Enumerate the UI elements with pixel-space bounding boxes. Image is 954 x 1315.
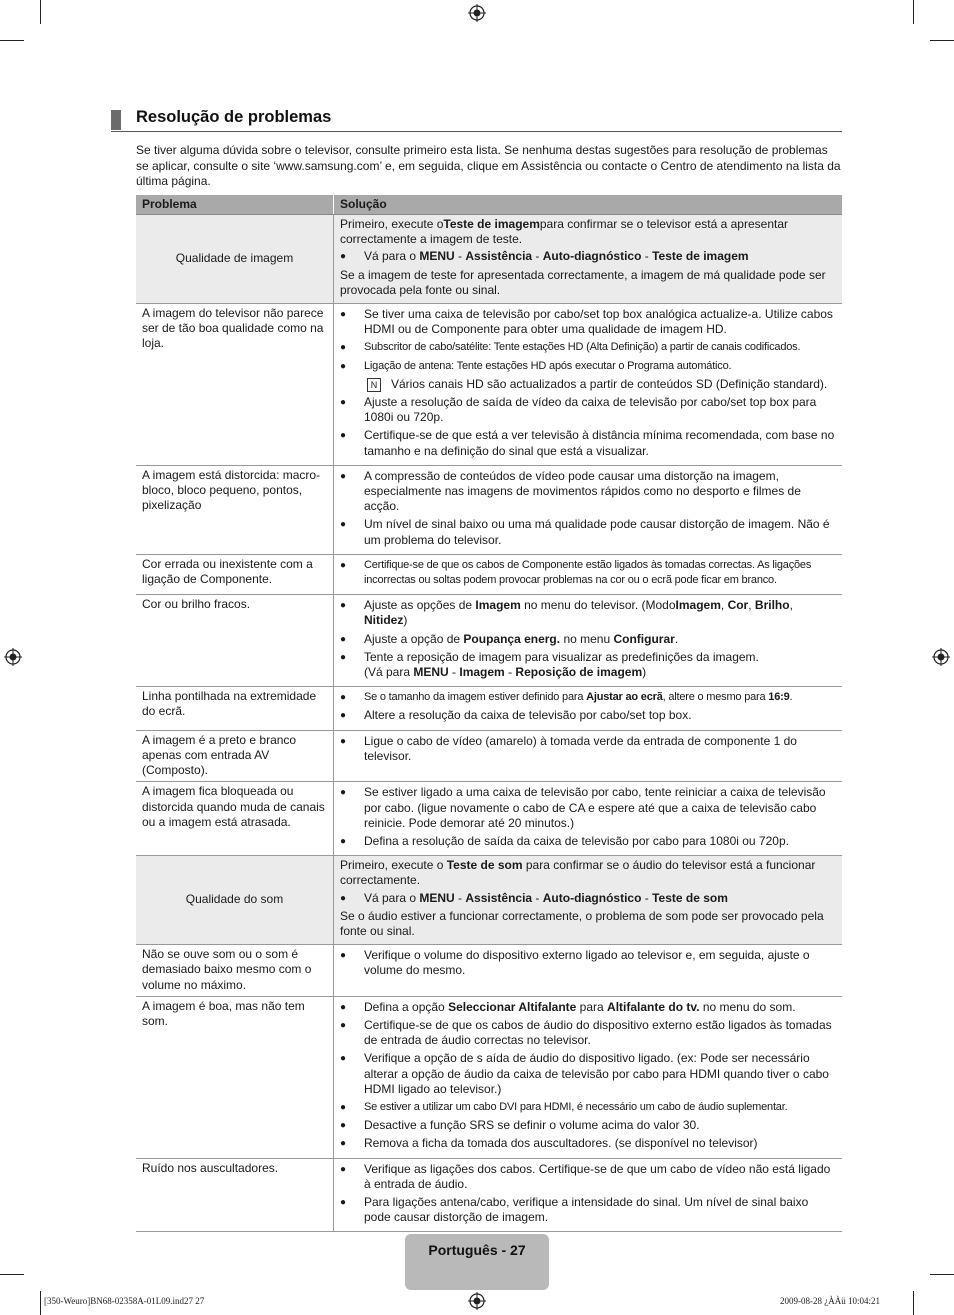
problem-cell: A imagem fica bloqueada ou distorcida quando muda de canais ou a imagem está atrasada. <box>136 782 334 856</box>
solution-cell <box>334 215 843 304</box>
solution-text: Primeiro, execute oTeste de imagempara confirmar se o televisor está a apresentar correctamente a imagem de teste. <box>340 217 788 247</box>
table-row <box>136 945 842 997</box>
crop-mark <box>913 0 914 24</box>
bullet-icon: ● <box>340 633 347 645</box>
problem-cell: Cor ou brilho fracos. <box>136 595 334 687</box>
list-item: ● Certifique-se de que os cabos de Componente estão ligados às tomadas correctas. As ligações incorrectas ou soltas podem provocar problemas na cor ou o ecrã pode ficar em branco. <box>340 558 836 588</box>
note-item: N Vários canais HD são actualizados a partir de conteúdos SD (Definição standard). <box>364 377 836 392</box>
problem-cell: A imagem é a preto e branco apenas com entrada AV (Composto). <box>136 730 334 782</box>
list-item: ● Ajuste a resolução de saída de vídeo da caixa de televisão por cabo/set top box para 1080i ou 720p. <box>340 395 817 425</box>
table-row <box>136 856 842 945</box>
table-row <box>136 304 842 466</box>
list-item: ● Subscritor de cabo/satélite: Tente estações HD (Alta Definição) a partir de canais codificados. <box>340 340 836 355</box>
solution-cell <box>334 304 843 466</box>
table-row <box>136 465 842 554</box>
bullet-icon: ● <box>340 430 347 442</box>
bullet-icon: ● <box>340 735 347 747</box>
table-row <box>136 996 842 1158</box>
header-problem: Problema <box>136 195 334 215</box>
bullet-icon: ● <box>340 1019 347 1031</box>
table-row <box>136 782 842 856</box>
solution-cell <box>334 782 843 856</box>
list-item: ● Tente a reposição de imagem para visualizar as predefinições da imagem. (Vá para MENU - Imagem - Reposição de imagem) <box>340 649 759 680</box>
problem-cell: Cor errada ou inexistente com a ligação de Componente. <box>136 554 334 594</box>
list-item: ● Se o tamanho da imagem estiver definido para Ajustar ao ecrã, altere o mesmo para 16:9. <box>340 690 836 705</box>
bullet-icon: ● <box>340 1101 347 1113</box>
bullet-icon: ● <box>340 559 347 571</box>
table-header-row <box>136 195 842 215</box>
solution-cell <box>334 554 843 594</box>
problem-cell: Qualidade de imagem <box>136 215 334 304</box>
problem-cell: Qualidade do som <box>136 856 334 945</box>
problem-cell: A imagem está distorcida: macro-bloco, bloco pequeno, pontos, pixelização <box>136 465 334 554</box>
registration-mark-icon <box>468 4 486 22</box>
heading-bar <box>111 110 121 130</box>
list-item: ● Altere a resolução da caixa de televisão por cabo/set top box. <box>340 708 692 723</box>
list-item: ● Ligue o cabo de vídeo (amarelo) à tomada verde da entrada de componente 1 do televisor. <box>340 733 797 763</box>
list-item: ● Um nível de sinal baixo ou uma má qualidade pode causar distorção de imagem. Não é um problema do televisor. <box>340 517 830 547</box>
page-title: Resolução de problemas <box>136 108 332 126</box>
solution-cell <box>334 465 843 554</box>
solution-cell <box>334 856 843 945</box>
problem-cell: Linha pontilhada na extremidade do ecrã. <box>136 687 334 730</box>
header-solution: Solução <box>334 195 843 215</box>
list-item: ● Se estiver a utilizar um cabo DVI para HDMI, é necessário um cabo de áudio suplementar. <box>340 1100 836 1115</box>
note-icon: N <box>367 378 381 392</box>
bullet-icon: ● <box>340 835 347 847</box>
bullet-icon: ● <box>340 397 347 409</box>
bullet-icon: ● <box>340 892 347 904</box>
bullet-icon: ● <box>340 519 347 531</box>
list-item: ● Vá para o MENU - Assistência - Auto-diagnóstico - Teste de som <box>340 890 728 905</box>
solution-text: Se o áudio estiver a funcionar correctamente, o problema de som pode ser provocado pela fonte ou sinal. <box>340 908 824 938</box>
bullet-icon: ● <box>340 342 347 354</box>
bullet-icon: ● <box>340 710 347 722</box>
list-item: ● Defina a resolução de saída da caixa de televisão por cabo para 1080i ou 720p. <box>340 833 789 848</box>
solution-cell <box>334 1158 843 1232</box>
bullet-icon: ● <box>340 1138 347 1150</box>
crop-mark <box>0 1274 24 1275</box>
bullet-icon: ● <box>340 950 347 962</box>
table-row <box>136 1158 842 1232</box>
registration-mark-icon <box>932 648 950 666</box>
bullet-icon: ● <box>340 470 347 482</box>
bullet-icon: ● <box>340 1163 347 1175</box>
problem-cell: Ruído nos auscultadores. <box>136 1158 334 1232</box>
list-item: ● Verifique as ligações dos cabos. Certifique-se de que um cabo de vídeo não está ligado à entrada de áudio. <box>340 1161 831 1191</box>
list-item: ● Remova a ficha da tomada dos auscultadores. (se disponível no televisor) <box>340 1136 758 1151</box>
bullet-icon: ● <box>340 1053 347 1065</box>
solution-cell <box>334 996 843 1158</box>
bullet-icon: ● <box>340 600 347 612</box>
list-item: ● Se estiver ligado a uma caixa de televisão por cabo, tente reiniciar a caixa de televisão por cabo. (ligue novamente o cabo de CA e espere até que a caixa de televisão cabo reinicie. Pode demorar até 20 minutos.) <box>340 785 826 830</box>
troubleshooting-table <box>136 195 842 1232</box>
list-item: ● Ligação de antena: Tente estações HD após executar o Programa automático. <box>340 359 836 374</box>
bullet-icon: ● <box>340 651 347 663</box>
list-item: ● Ajuste a opção de Poupança energ. no menu Configurar. <box>340 631 679 646</box>
solution-text: Se a imagem de teste for apresentada correctamente, a imagem de má qualidade pode ser provocada pela fonte ou sinal. <box>340 267 826 297</box>
table-row <box>136 730 842 782</box>
table-row <box>136 215 842 304</box>
bullet-icon: ● <box>340 1120 347 1132</box>
intro-paragraph: Se tiver alguma dúvida sobre o televisor, consulte primeiro esta lista. Se nenhuma destas sugestões para resolução de problemas se aplicar, consulte o site ‘www.samsung.com’ e, em seguida, clique em Assistência ou contacte o Centro de atendimento na lista da última página. <box>136 143 841 188</box>
crop-mark <box>913 1291 914 1315</box>
bullet-icon: ● <box>340 787 347 799</box>
section-heading <box>111 107 842 132</box>
page-number: Português - 27 <box>428 1242 526 1258</box>
list-item: ● Verifique a opção de s aída de áudio do dispositivo ligado. (ex: Pode ser necessário alterar a opção de áudio da caixa de televisão por cabo para HDMI quando tiver o cabo HDMI ligado ao televisor.) <box>340 1051 829 1096</box>
list-item: ● Verifique o volume do dispositivo externo ligado ao televisor e, em seguida, ajuste o volume do mesmo. <box>340 948 810 978</box>
list-item: ● Certifique-se de que os cabos de áudio do dispositivo externo estão ligados às tomadas de entrada de áudio correctas no televisor. <box>340 1017 832 1048</box>
bullet-icon: ● <box>340 309 347 321</box>
bullet-icon: ● <box>340 360 347 372</box>
list-item: ● A compressão de conteúdos de vídeo pode causar uma distorção na imagem, especialmente nas imagens de movimentos rápidos como no desporto e filmes de acção. <box>340 468 801 514</box>
list-item: ● Para ligações antena/cabo, verifique a intensidade do sinal. Um nível de sinal baixo pode causar distorção de imagem. <box>340 1194 809 1225</box>
bullet-icon: ● <box>340 1001 347 1013</box>
problem-cell: Não se ouve som ou o som é demasiado baixo mesmo com o volume no máximo. <box>136 945 334 997</box>
table-row <box>136 595 842 687</box>
table-row <box>136 687 842 730</box>
list-item: ● Defina a opção Seleccionar Altifalante para Altifalante do tv. no menu do som. <box>340 999 796 1014</box>
print-slug-right: 2009-08-28 ¿ÀÀü 10:04:21 <box>780 1296 880 1306</box>
registration-mark-icon <box>4 648 22 666</box>
crop-mark <box>0 40 24 41</box>
bullet-icon: ● <box>340 251 347 263</box>
solution-text: Primeiro, execute o Teste de som para confirmar se o áudio do televisor está a funcionar correctamente. <box>340 858 816 888</box>
bullet-icon: ● <box>340 692 347 704</box>
problem-cell: A imagem é boa, mas não tem som. <box>136 996 334 1158</box>
crop-mark <box>40 0 41 24</box>
solution-cell <box>334 945 843 997</box>
crop-mark <box>930 40 954 41</box>
crop-mark <box>930 1274 954 1275</box>
list-item: ● Certifique-se de que está a ver televisão à distância mínima recomendada, com base no tamanho e na definição do sinal que está a visualizar. <box>340 428 835 458</box>
problem-cell: A imagem do televisor não parece ser de tão boa qualidade como na loja. <box>136 304 334 466</box>
solution-cell <box>334 595 843 687</box>
list-item: ● Desactive a função SRS se definir o volume acima do valor 30. <box>340 1118 700 1133</box>
bullet-icon: ● <box>340 1196 347 1208</box>
list-item: ● Vá para o MENU - Assistência - Auto-diagnóstico - Teste de imagem <box>340 249 749 264</box>
solution-cell <box>334 730 843 782</box>
registration-mark-icon <box>468 1292 486 1310</box>
table-row <box>136 554 842 594</box>
solution-cell <box>334 687 843 730</box>
crop-mark <box>40 1291 41 1315</box>
print-slug-left: [350-Weuro]BN68-02358A-01L09.ind27 27 <box>44 1296 205 1306</box>
list-item: ● Se tiver uma caixa de televisão por cabo/set top box analógica actualize-a. Utilize cabos HDMI ou de Componente para obter uma qualidade de imagem HD. <box>340 307 833 337</box>
list-item: ● Ajuste as opções de Imagem no menu do televisor. (ModoImagem, Cor, Brilho, Nitidez) <box>340 598 793 628</box>
